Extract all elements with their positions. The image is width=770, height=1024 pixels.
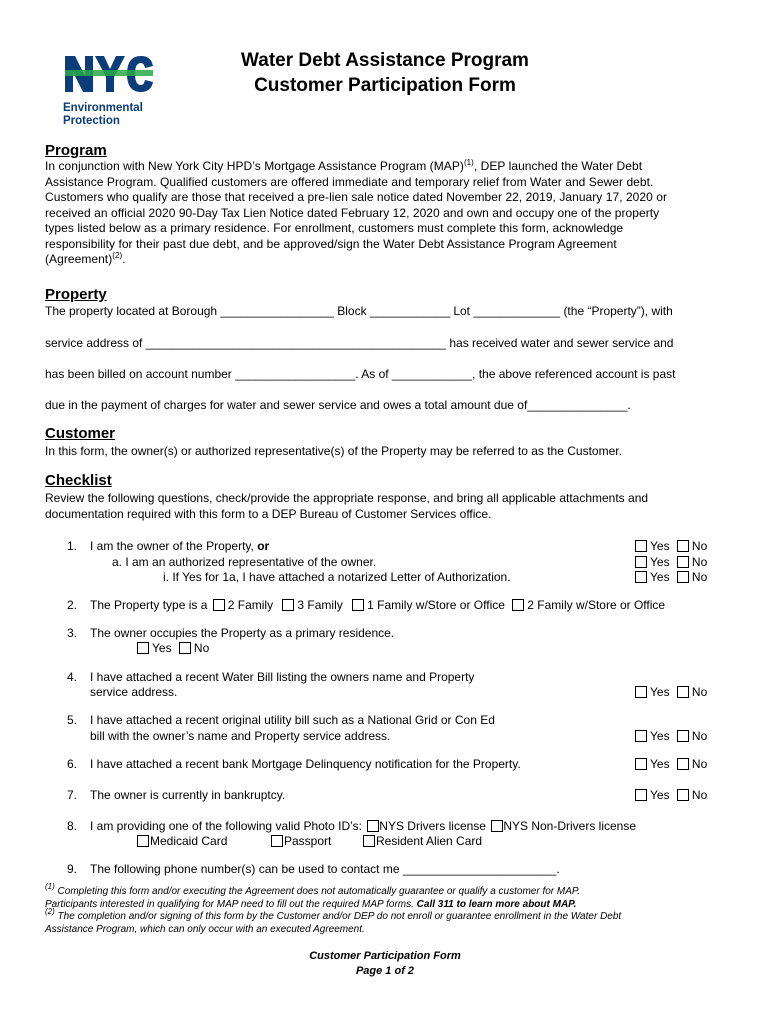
q1a-yes-checkbox[interactable]: [635, 556, 647, 568]
yes-label: Yes: [152, 641, 172, 655]
q6-yes-checkbox[interactable]: [635, 758, 647, 770]
q8-row-2: [137, 834, 227, 848]
program-heading: Program: [45, 142, 107, 159]
footer-form-name: Customer Participation Form: [309, 950, 461, 962]
yes-label: Yes: [650, 729, 670, 743]
q5-yes-checkbox[interactable]: [635, 730, 647, 742]
q8-option-2-label: NYS Non-Drivers license: [503, 819, 637, 833]
no-label: No: [193, 641, 210, 655]
q3-text: The owner occupies the Property as a primary residence.: [90, 626, 395, 640]
footnote-2-line-1: The completion and/or signing of this form by the Customer and/or DEP do not enroll or guarantee enrollment in the Water Debt: [54, 911, 622, 922]
q8-option-3-label: Medicaid Card: [150, 834, 228, 848]
footnote-ref-1: (1): [463, 158, 474, 167]
property-line-2[interactable]: service address of _____________________________________________ has received water and sewer service and: [45, 336, 674, 350]
q8-row-1: [90, 819, 636, 833]
q8-option-4-checkbox[interactable]: [271, 835, 283, 847]
no-label: No: [691, 685, 708, 699]
q3-yes-checkbox[interactable]: [137, 642, 149, 654]
program-line-7: (Agreement): [45, 252, 113, 266]
footnote-1-line-1: Completing this form and/or executing the Agreement does not automatically guarantee or qualify a customer for MAP.: [54, 886, 581, 897]
footnote-1-call-311: Call 311 to learn more about MAP.: [413, 898, 577, 910]
checklist-heading: Checklist: [45, 472, 112, 489]
no-label: No: [691, 757, 708, 771]
q1ai-text: i. If Yes for 1a, I have attached a notarized Letter of Authorization.: [163, 570, 511, 584]
q1-yes-checkbox[interactable]: [635, 540, 647, 552]
q1a-no-checkbox[interactable]: [677, 556, 689, 568]
program-line-5: types listed below as a primary residence. For enrollment, customers must complete this form, acknowledge: [45, 221, 624, 235]
program-line-7b: .: [122, 252, 126, 266]
q1a-text: a. I am an authorized representative of the owner.: [112, 555, 377, 569]
q8-option-2-checkbox[interactable]: [491, 820, 503, 832]
q7-yes-no: [635, 788, 707, 802]
no-label: No: [691, 555, 708, 569]
yes-label: Yes: [650, 539, 670, 553]
q7-yes-checkbox[interactable]: [635, 789, 647, 801]
program-line-1: In conjunction with New York City HPD’s Mortgage Assistance Program (MAP): [45, 159, 464, 173]
yes-label: Yes: [650, 555, 670, 569]
logo-line-1: Environmental: [63, 102, 143, 114]
q6-yes-no: [635, 757, 707, 771]
footer-page-number: Page 1 of 2: [355, 965, 415, 977]
q8-option-5-checkbox[interactable]: [363, 835, 375, 847]
footnote-2-line-2: Assistance Program, which can only occur with an executed Agreement.: [45, 923, 365, 935]
q3-number: 3.: [67, 626, 78, 640]
q5-line-2: bill with the owner’s name and Property service address.: [90, 729, 391, 743]
q8-text: I am providing one of the following valid Photo ID’s:: [90, 819, 362, 833]
q1-text-main: I am the owner of the Property,: [90, 539, 254, 553]
footnote-1-mark: (1): [45, 882, 55, 891]
q4-yes-checkbox[interactable]: [635, 686, 647, 698]
property-line-3[interactable]: has been billed on account number __________________. As of ____________, the above referenced account is past: [45, 367, 676, 381]
customer-text: In this form, the owner(s) or authorized representative(s) of the Property may be referred to as the Customer.: [45, 444, 622, 458]
q1ai-yes-no: [635, 570, 707, 584]
q2-option-1-label: 2 Family: [227, 598, 274, 612]
q8-option-5-label: Resident Alien Card: [376, 834, 483, 848]
q8-option-4-label: Passport: [284, 834, 332, 848]
no-label: No: [691, 729, 708, 743]
q9-number: 9.: [67, 862, 78, 876]
q6-text: I have attached a recent bank Mortgage Delinquency notification for the Property.: [90, 757, 521, 771]
yes-label: Yes: [650, 685, 670, 699]
q4-no-checkbox[interactable]: [677, 686, 689, 698]
q1ai-no-checkbox[interactable]: [677, 571, 689, 583]
q1a-yes-no: [635, 555, 707, 569]
q4-line-2: service address.: [90, 685, 178, 699]
q4-number: 4.: [67, 670, 78, 684]
q8-row-2c: [363, 834, 482, 848]
q9-text[interactable]: The following phone number(s) can be used to contact me _______________________.: [90, 862, 560, 876]
q8-option-1-label: NYS Drivers license: [379, 819, 486, 833]
program-line-4: received an official 2020 90-Day Tax Lien Notice dated February 12, 2020 and own and occupy one of the property: [45, 205, 660, 220]
q2-option-3-checkbox[interactable]: [352, 599, 364, 611]
q1-or: or: [257, 539, 270, 553]
q1-no-checkbox[interactable]: [677, 540, 689, 552]
no-label: No: [691, 570, 708, 584]
yes-label: Yes: [650, 570, 670, 584]
q5-line-1: I have attached a recent original utility bill such as a National Grid or Con Ed: [90, 713, 495, 727]
q1-yes-no: [635, 539, 707, 553]
yes-label: Yes: [650, 757, 670, 771]
no-label: No: [691, 788, 708, 802]
q7-number: 7.: [67, 788, 78, 802]
q5-no-checkbox[interactable]: [677, 730, 689, 742]
page-title-line-2: Customer Participation Form: [254, 75, 516, 96]
page-title-line-1: Water Debt Assistance Program: [241, 50, 529, 71]
q8-option-3-checkbox[interactable]: [137, 835, 149, 847]
program-line-6: responsibility for their past due debt, and be approved/sign the Water Debt Assistance Program Agreement: [45, 236, 617, 251]
q2-option-2-label: 3 Family: [297, 598, 343, 612]
q1-text: [90, 539, 269, 553]
q2-option-3-label: 1 Family w/Store or Office: [367, 598, 505, 612]
checklist-intro-1: Review the following questions, check/provide the appropriate response, and bring all applicable attachments and: [45, 491, 649, 505]
q4-yes-no: [635, 685, 707, 699]
q8-row-2b: [271, 834, 331, 848]
q7-text: The owner is currently in bankruptcy.: [90, 788, 286, 802]
program-line-1b: , DEP launched the Water Debt: [473, 159, 643, 173]
q7-no-checkbox[interactable]: [677, 789, 689, 801]
q2-option-1-checkbox[interactable]: [213, 599, 225, 611]
q1-number: 1.: [67, 539, 78, 553]
no-label: No: [691, 539, 708, 553]
property-line-4[interactable]: due in the payment of charges for water and sewer service and owes a total amount due of_______________.: [45, 398, 631, 412]
q3-no-checkbox[interactable]: [179, 642, 191, 654]
footnote-2-mark: (2): [45, 907, 55, 916]
q4-line-1: I have attached a recent Water Bill listing the owners name and Property: [90, 670, 475, 684]
footnote-1-line-2: Participants interested in qualifying for MAP need to fill out the required MAP forms.: [45, 898, 414, 910]
q8-option-1-checkbox[interactable]: [367, 820, 379, 832]
q1ai-yes-checkbox[interactable]: [635, 571, 647, 583]
q2-option-2-checkbox[interactable]: [282, 599, 294, 611]
q6-no-checkbox[interactable]: [677, 758, 689, 770]
program-paragraph: [45, 159, 735, 268]
q5-number: 5.: [67, 713, 78, 727]
footnotes: [45, 882, 735, 936]
q8-number: 8.: [67, 819, 78, 833]
q2-row: [90, 598, 665, 612]
customer-heading: Customer: [45, 425, 116, 442]
property-heading: Property: [45, 286, 107, 303]
footnote-ref-2: (2): [112, 251, 123, 260]
logo-line-2: Protection: [63, 115, 120, 127]
program-line-3: Customers who qualify are those that received a pre-lien sale notice dated November 22, 2019, January 17, 2020 or: [45, 190, 668, 204]
property-line-1[interactable]: The property located at Borough _________________ Block ____________ Lot _____________ (the “Property”), with: [45, 304, 673, 318]
yes-label: Yes: [650, 788, 670, 802]
q5-yes-no: [635, 729, 707, 743]
checklist-intro-2: documentation required with this form to a DEP Bureau of Customer Services office.: [45, 507, 492, 521]
q2-option-4-label: 2 Family w/Store or Office: [527, 598, 666, 612]
program-line-2: Assistance Program. Qualified customers are offered immediate and temporary relief from Water and Sewer debt.: [45, 174, 654, 189]
q2-number: 2.: [67, 598, 78, 612]
q2-option-4-checkbox[interactable]: [512, 599, 524, 611]
q2-text: The Property type is a: [90, 598, 208, 612]
q3-yes-no: [137, 641, 209, 655]
q6-number: 6.: [67, 757, 78, 771]
